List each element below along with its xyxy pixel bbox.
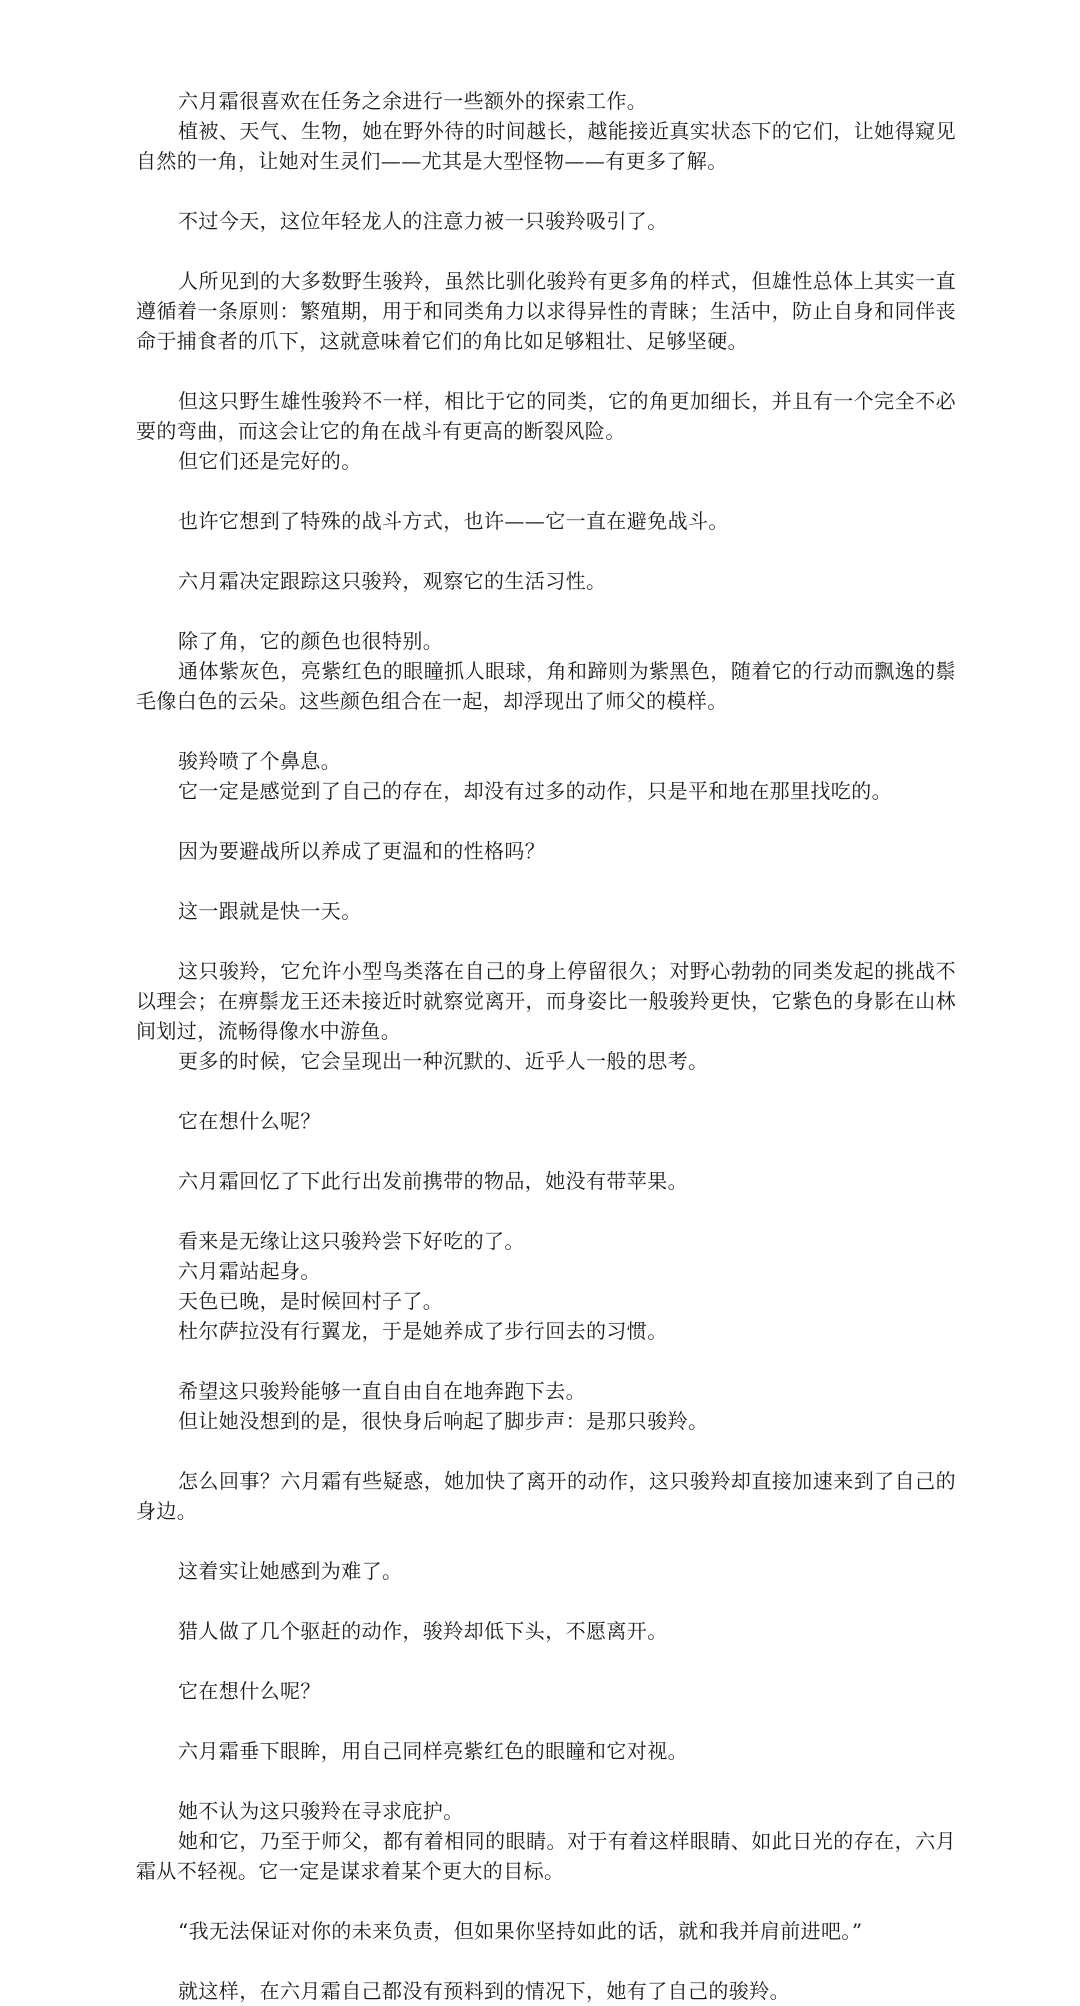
paragraph-gap	[136, 1586, 956, 1616]
paragraph: 就这样，在六月霜自己都没有预料到的情况下，她有了自己的骏羚。	[178, 1979, 790, 2003]
paragraph: 这着实让她感到为难了。	[178, 1559, 403, 1583]
paragraph: 看来是无缘让这只骏羚尝下好吃的了。	[178, 1229, 525, 1253]
paragraph: 这只骏羚，它允许小型鸟类落在自己的身上停留很久；对野心勃勃的同类发起的挑战不以理会；在痹鬃龙王还未接近时就察觉离开，而身姿比一般骏羚更快，它紫色的身影在山林间划过，流畅得像水中游鱼。	[136, 959, 956, 1043]
paragraph-gap	[136, 596, 956, 626]
paragraph-gap	[136, 1766, 956, 1796]
paragraph: 六月霜很喜欢在任务之余进行一些额外的探索工作。	[178, 89, 648, 113]
paragraph-gap	[136, 1436, 956, 1466]
paragraph: 她不认为这只骏羚在寻求庇护。	[178, 1799, 464, 1823]
paragraph: 杜尔萨拉没有行翼龙，于是她养成了步行回去的习惯。	[178, 1319, 668, 1343]
paragraph: 这一跟就是快一天。	[178, 899, 362, 923]
paragraph: 六月霜决定跟踪这只骏羚，观察它的生活习性。	[178, 569, 607, 593]
paragraph-gap	[136, 536, 956, 566]
paragraph: 它在想什么呢？	[178, 1679, 321, 1703]
paragraph: 不过今天，这位年轻龙人的注意力被一只骏羚吸引了。	[178, 209, 668, 233]
paragraph: 人所见到的大多数野生骏羚，虽然比驯化骏羚有更多角的样式，但雄性总体上其实一直遵循着一条原则：繁殖期，用于和同类角力以求得异性的青睐；生活中，防止自身和同伴丧命于捕食者的爪下，这就意味着它们的角比如足够粗壮、足够坚硬。	[136, 269, 956, 353]
paragraph: 但让她没想到的是，很快身后响起了脚步声：是那只骏羚。	[178, 1409, 709, 1433]
paragraph: 怎么回事？六月霜有些疑惑，她加快了离开的动作，这只骏羚却直接加速来到了自己的身边。	[136, 1469, 956, 1523]
paragraph: 但这只野生雄性骏羚不一样，相比于它的同类，它的角更加细长，并且有一个完全不必要的弯曲，而这会让它的角在战斗有更高的断裂风险。	[136, 389, 956, 443]
paragraph-gap	[136, 866, 956, 896]
paragraph: 六月霜回忆了下此行出发前携带的物品，她没有带苹果。	[178, 1169, 688, 1193]
paragraph-gap	[136, 1946, 956, 1976]
paragraph-gap	[136, 926, 956, 956]
paragraph: 骏羚喷了个鼻息。	[178, 749, 342, 773]
paragraph: 六月霜垂下眼眸，用自己同样亮紫红色的眼瞳和它对视。	[178, 1739, 688, 1763]
paragraph: 天色已晚，是时候回村子了。	[178, 1289, 444, 1313]
paragraph-gap	[136, 1076, 956, 1106]
paragraph-gap	[136, 1646, 956, 1676]
paragraph-gap	[136, 716, 956, 746]
paragraph: 它一定是感觉到了自己的存在，却没有过多的动作，只是平和地在那里找吃的。	[178, 779, 892, 803]
paragraph: 希望这只骏羚能够一直自由自在地奔跑下去。	[178, 1379, 586, 1403]
paragraph-gap	[136, 176, 956, 206]
paragraph: 除了角，它的颜色也很特别。	[178, 629, 444, 653]
paragraph: 因为要避战所以养成了更温和的性格吗？	[178, 839, 546, 863]
paragraph-gap	[136, 1706, 956, 1736]
paragraph: 通体紫灰色，亮紫红色的眼瞳抓人眼球，角和蹄则为紫黑色，随着它的行动而飘逸的鬃毛像白色的云朵。这些颜色组合在一起，却浮现出了师父的模样。	[136, 659, 956, 713]
paragraph: 猎人做了几个驱赶的动作，骏羚却低下头，不愿离开。	[178, 1619, 668, 1643]
paragraph: 也许它想到了特殊的战斗方式，也许——它一直在避免战斗。	[178, 509, 729, 533]
paragraph-gap	[136, 1196, 956, 1226]
paragraph-gap	[136, 356, 956, 386]
story-text	[136, 86, 956, 2006]
paragraph-gap	[136, 476, 956, 506]
paragraph-gap	[136, 806, 956, 836]
paragraph-gap	[136, 1886, 956, 1916]
paragraph-gap	[136, 236, 956, 266]
paragraph: 但它们还是完好的。	[178, 449, 362, 473]
paragraph: 她和它，乃至于师父，都有着相同的眼睛。对于有着这样眼睛、如此日光的存在，六月霜从不轻视。它一定是谋求着某个更大的目标。	[136, 1829, 956, 1883]
paragraph: 六月霜站起身。	[178, 1259, 321, 1283]
paragraph-gap	[136, 1526, 956, 1556]
paragraph-gap	[136, 1136, 956, 1166]
paragraph: “我无法保证对你的未来负责，但如果你坚持如此的话，就和我并肩前进吧。”	[178, 1919, 863, 1943]
paragraph: 更多的时候，它会呈现出一种沉默的、近乎人一般的思考。	[178, 1049, 709, 1073]
paragraph-gap	[136, 1346, 956, 1376]
paragraph: 它在想什么呢？	[178, 1109, 321, 1133]
paragraph: 植被、天气、生物，她在野外待的时间越长，越能接近真实状态下的它们，让她得窥见自然的一角，让她对生灵们——尤其是大型怪物——有更多了解。	[136, 119, 956, 173]
